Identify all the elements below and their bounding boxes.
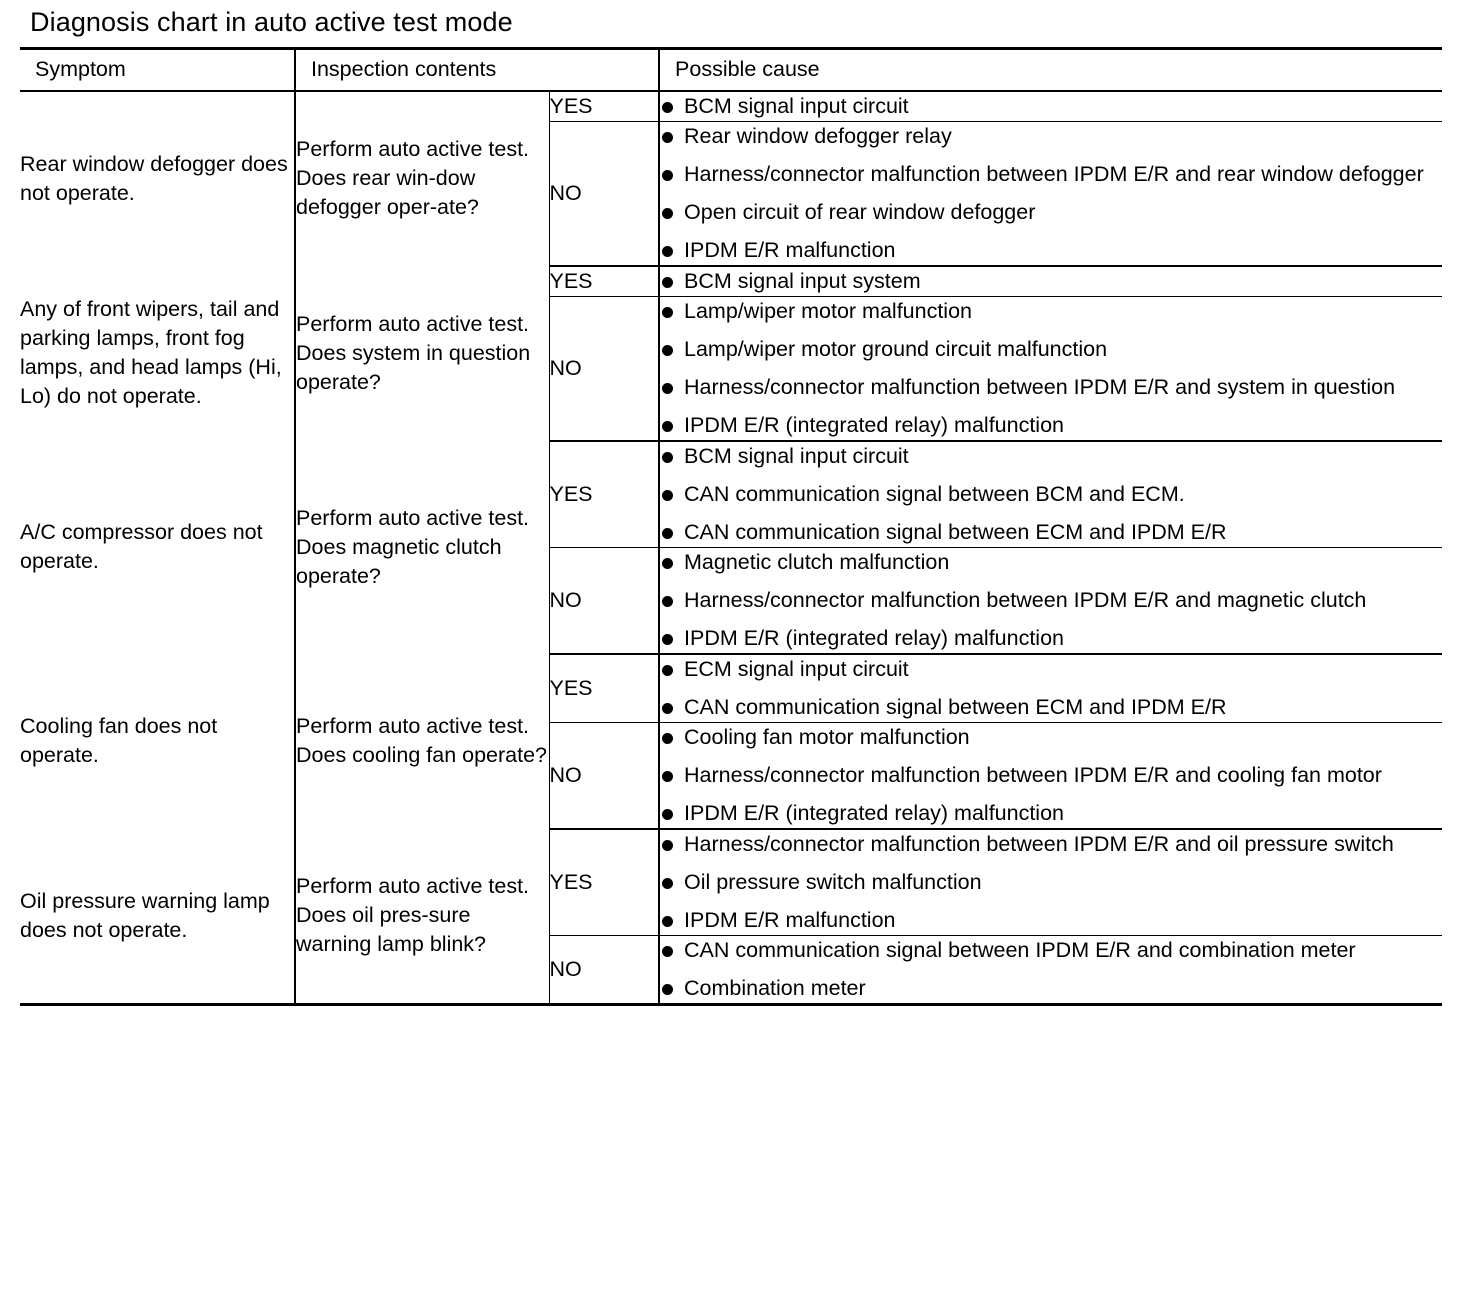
cause-item [660,799,1442,828]
bullet-icon [662,452,673,463]
cause-item [660,297,1442,326]
cause-item [660,335,1442,364]
bullet-icon [662,916,673,927]
inspection-cell: Perform auto active test. Does rear win-dow defogger oper-ate? [295,91,549,266]
cause-text: IPDM E/R malfunction [684,237,896,262]
bullet-icon [662,665,673,676]
cause-text: CAN communication signal between BCM and ECM. [684,481,1185,506]
cause-item [660,974,1442,1003]
result-cell: YES [549,829,659,936]
cause-list [660,122,1442,265]
cause-text: Cooling fan motor malfunction [684,724,970,749]
inspection-cell: Perform auto active test. Does cooling fan operate? [295,654,549,829]
cause-cell [659,547,1442,654]
bullet-icon [662,490,673,501]
cause-cell [659,654,1442,723]
result-cell: NO [549,121,659,266]
cause-text: ECM signal input circuit [684,656,909,681]
cause-text: Rear window defogger relay [684,123,952,148]
cause-list [660,655,1442,722]
cause-text: Open circuit of rear window defogger [684,199,1036,224]
bullet-icon [662,809,673,820]
table-row [20,441,1442,548]
result-cell: YES [549,91,659,122]
cause-list [660,442,1442,547]
cause-list [660,92,1442,121]
cause-text: IPDM E/R (integrated relay) malfunction [684,800,1064,825]
cause-item [660,655,1442,684]
table-row [20,266,1442,297]
cause-text: BCM signal input circuit [684,93,909,118]
cause-text: Combination meter [684,975,866,1000]
cause-item [660,624,1442,653]
result-cell: NO [549,935,659,1004]
cause-text: CAN communication signal between ECM and IPDM E/R [684,694,1227,719]
header-symptom: Symptom [20,49,295,91]
cause-item [660,92,1442,121]
cause-text: Oil pressure switch malfunction [684,869,982,894]
bullet-icon [662,208,673,219]
header-possible-cause: Possible cause [659,49,1442,91]
cause-item [660,548,1442,577]
cause-item [660,723,1442,752]
bullet-icon [662,596,673,607]
cause-item [660,198,1442,227]
bullet-icon [662,528,673,539]
page-title: Diagnosis chart in auto active test mode [30,7,513,37]
cause-text: Harness/connector malfunction between IPDM E/R and rear window defogger [684,161,1424,186]
inspection-cell: Perform auto active test. Does system in question operate? [295,266,549,441]
cause-cell [659,935,1442,1004]
cause-list [660,267,1442,296]
bullet-icon [662,771,673,782]
cause-text: CAN communication signal between IPDM E/R and combination meter [684,937,1356,962]
result-cell: NO [549,296,659,441]
cause-list [660,548,1442,653]
header-row [20,49,1442,91]
bullet-icon [662,383,673,394]
inspection-cell: Perform auto active test. Does magnetic clutch operate? [295,441,549,654]
result-cell: YES [549,654,659,723]
symptom-cell: A/C compressor does not operate. [20,520,263,573]
cause-item [660,936,1442,965]
header-inspection: Inspection contents [295,49,659,91]
cause-list [660,936,1442,1003]
cause-item [660,442,1442,471]
cause-list [660,297,1442,440]
bullet-icon [662,102,673,113]
cause-cell [659,722,1442,829]
diagnosis-table [20,47,1442,1006]
result-cell: NO [549,722,659,829]
cause-text: CAN communication signal between ECM and IPDM E/R [684,519,1227,544]
symptom-cell: Cooling fan does not operate. [20,714,218,767]
cause-item [660,518,1442,547]
bullet-icon [662,878,673,889]
bullet-icon [662,421,673,432]
cause-text: IPDM E/R malfunction [684,907,896,932]
cause-item [660,693,1442,722]
cause-text: Harness/connector malfunction between IPDM E/R and oil pressure switch [684,831,1394,856]
symptom-cell: Rear window defogger does not operate. [20,151,288,205]
cause-text: IPDM E/R (integrated relay) malfunction [684,412,1064,437]
cause-cell [659,441,1442,548]
cause-cell [659,296,1442,441]
cause-text: Lamp/wiper motor malfunction [684,298,972,323]
cause-text: Magnetic clutch malfunction [684,549,950,574]
cause-text: IPDM E/R (integrated relay) malfunction [684,625,1064,650]
cause-item [660,373,1442,402]
bullet-icon [662,946,673,957]
bullet-icon [662,246,673,257]
bullet-icon [662,634,673,645]
bullet-icon [662,132,673,143]
cause-cell [659,121,1442,266]
result-cell: YES [549,441,659,548]
cause-item [660,830,1442,859]
bullet-icon [662,345,673,356]
cause-cell [659,266,1442,297]
cause-item [660,761,1442,790]
table-row [20,91,1442,122]
cause-item [660,480,1442,509]
inspection-cell: Perform auto active test. Does oil pres-sure warning lamp blink? [295,829,549,1005]
cause-item [660,906,1442,935]
cause-item [660,122,1442,151]
bullet-icon [662,984,673,995]
bullet-icon [662,307,673,318]
cause-item [660,267,1442,296]
table-body [20,91,1442,1005]
bullet-icon [662,703,673,714]
cause-text: BCM signal input circuit [684,443,909,468]
cause-item [660,160,1442,189]
symptom-cell: Any of front wipers, tail and parking lamps, front fog lamps, and head lamps (Hi, Lo) do not operate. [20,297,282,408]
table-row [20,829,1442,936]
cause-item [660,868,1442,897]
bullet-icon [662,840,673,851]
bullet-icon [662,277,673,288]
bullet-icon [662,558,673,569]
cause-text: Harness/connector malfunction between IPDM E/R and system in question [684,374,1396,399]
bullet-icon [662,170,673,181]
cause-cell [659,91,1442,122]
cause-list [660,723,1442,828]
result-cell: NO [549,547,659,654]
cause-text: Lamp/wiper motor ground circuit malfunction [684,336,1108,361]
bullet-icon [662,733,673,744]
cause-item [660,236,1442,265]
cause-text: Harness/connector malfunction between IPDM E/R and magnetic clutch [684,587,1367,612]
cause-item [660,586,1442,615]
cause-text: Harness/connector malfunction between IPDM E/R and cooling fan motor [684,762,1382,787]
result-cell: YES [549,266,659,297]
symptom-cell: Oil pressure warning lamp does not operate. [20,829,295,1005]
cause-list [660,830,1442,935]
cause-text: BCM signal input system [684,268,921,293]
table-row [20,654,1442,723]
cause-cell [659,829,1442,936]
cause-item [660,411,1442,440]
